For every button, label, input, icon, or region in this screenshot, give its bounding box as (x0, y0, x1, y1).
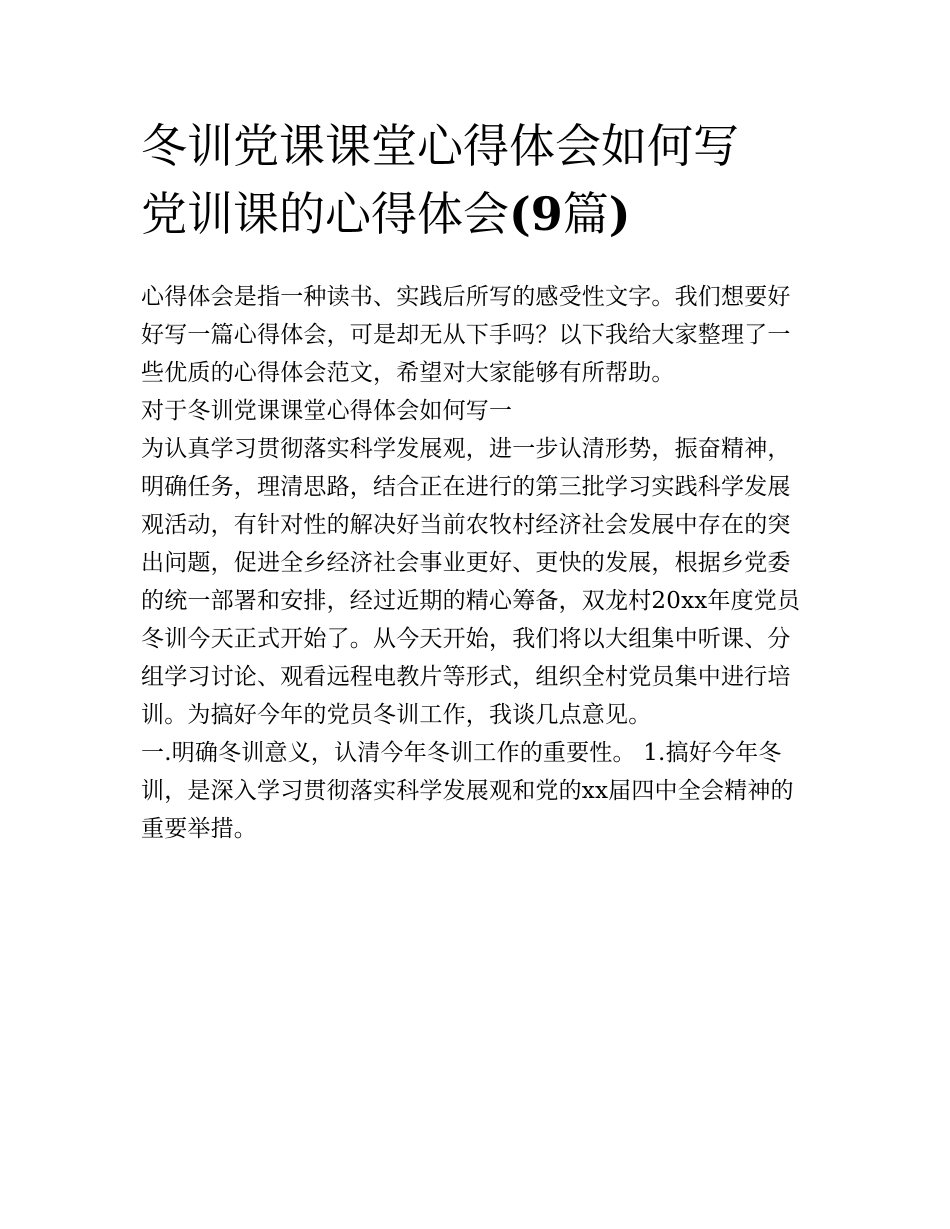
intro-paragraph: 心得体会是指一种读书、实践后所写的感受性文字。我们想要好好写一篇心得体会，可是却无从下手吗？以下我给大家整理了一些优质的心得体会范文，希望对大家能够有所帮助。 (141, 284, 791, 386)
title-line-2-text: 党训课的心得体会 (141, 187, 509, 241)
section-heading: 对于冬训党课课堂心得体会如何写一 (141, 398, 513, 424)
document-content (141, 112, 813, 848)
body-paragraph: 为认真学习贯彻落实科学发展观，进一步认清形势，振奋精神，明确任务，理清思路，结合正在进行的第三批学习实践科学发展观活动，有针对性的解决好当前农牧村经济社会发展中存在的突出问题，促进全乡经济社会事业更好、更快的发展，根据乡党委的统一部署和安排，经过近期的精心筹备，双龙村20xx年度党员冬训今天正式开始了。从今天开始，我们将以大组集中听课、分组学习讨论、观看远程电教片等形式，组织全村党员集中进行培训。为搞好今年的党员冬训工作，我谈几点意见。 (141, 436, 801, 728)
title-count-open: (9 (509, 187, 563, 241)
point-paragraph: 一.明确冬训意义，认清今年冬训工作的重要性。 1.搞好今年冬训，是深入学习贯彻落实科学发展观和党的xx届四中全会精神的重要举措。 (141, 740, 794, 842)
title-count-close: ) (608, 187, 631, 241)
title-line-1: 冬训党课课堂心得体会如何写 (141, 119, 739, 173)
title-count-unit: 篇 (562, 187, 609, 241)
document-title (141, 112, 813, 248)
